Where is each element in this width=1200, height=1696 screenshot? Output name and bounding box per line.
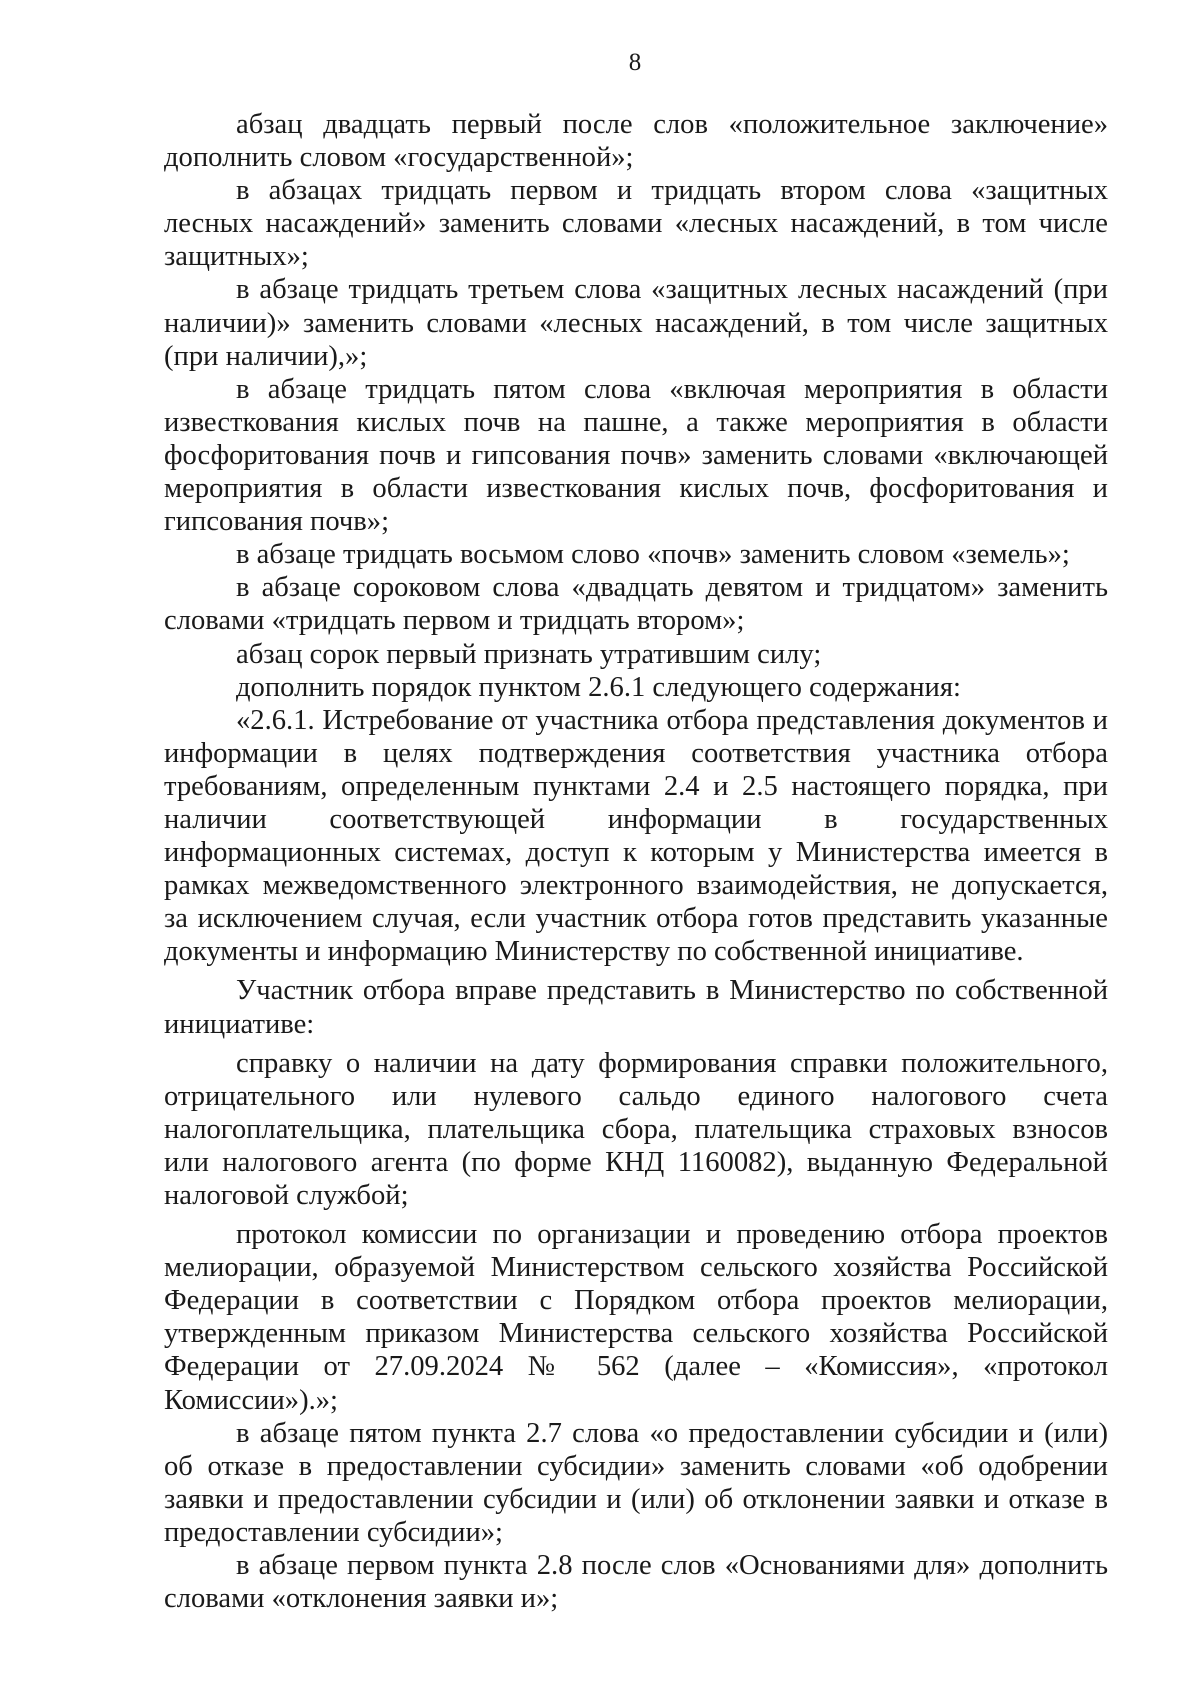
paragraph: абзац сорок первый признать утратившим силу; <box>236 638 822 670</box>
page-number: 8 <box>628 49 642 76</box>
paragraph: справку о наличии на дату формирования справки положительного, отрицательного или нулевого сальдо единого налогового счета налогоплательщика, плательщика сбора, плательщика страховых взносов или налогового агента (по форме КНД 1160082), выданную Федеральной налоговой службой; <box>164 1047 1108 1211</box>
paragraph: в абзаце тридцать третьем слова «защитных лесных насаждений (при наличии)» заменить словами «лесных насаждений, в том числе защитных (при наличии),»; <box>164 274 1108 372</box>
paragraph: «2.6.1. Истребование от участника отбора представления документов и информации в целях подтверждения соответствия участника отбора требованиям, определенным пунктами 2.4 и 2.5 настоящего порядка, при наличии соответствующей информации в государственных информационных системах, доступ к которым у Министерства имеется в рамках межведомственного электронного взаимодействия, не допускается, за исключением случая, если участник отбора готов представить указанные документы и информацию Министерству по собственной инициативе. <box>164 704 1108 968</box>
paragraph: в абзацах тридцать первом и тридцать втором слова «защитных лесных насаждений» заменить словами «лесных насаждений, в том числе защитных»; <box>164 175 1108 273</box>
paragraph: Участник отбора вправе представить в Министерство по собственной инициативе: <box>164 975 1108 1040</box>
paragraph: протокол комиссии по организации и проведению отбора проектов мелиорации, образуемой Министерством сельского хозяйства Российской Федерации в соответствии с Порядком отбора проектов мелиорации, утвержденным приказом Министерства сельского хозяйства Российской Федерации от 27.09.2024 № 562 (далее – «Комиссия», «протокол Комиссии»).»; <box>164 1219 1108 1416</box>
paragraph: в абзаце тридцать восьмом слово «почв» заменить словом «земель»; <box>236 539 1070 571</box>
document-body <box>164 108 1108 1615</box>
paragraph: дополнить порядок пунктом 2.6.1 следующего содержания: <box>236 671 961 703</box>
paragraph: в абзаце пятом пункта 2.7 слова «о предоставлении субсидии и (или) об отказе в предоставлении субсидии» заменить словами «об одобрении заявки и предоставлении субсидии и (или) об отклонении заявки и отказе в предоставлении субсидии»; <box>164 1417 1108 1548</box>
paragraph: абзац двадцать первый после слов «положительное заключение» дополнить словом «государственной»; <box>164 109 1108 174</box>
paragraph: в абзаце сороковом слова «двадцать девятом и тридцатом» заменить словами «тридцать первом и тридцать втором»; <box>164 572 1108 637</box>
paragraph: в абзаце тридцать пятом слова «включая мероприятия в области известкования кислых почв на пашне, а также мероприятия в области фосфоритования почв и гипсования почв» заменить словами «включающей мероприятия в области известкования кислых почв, фосфоритования и гипсования почв»; <box>164 373 1108 538</box>
paragraph: в абзаце первом пункта 2.8 после слов «Основаниями для» дополнить словами «отклонения заявки и»; <box>164 1550 1108 1615</box>
